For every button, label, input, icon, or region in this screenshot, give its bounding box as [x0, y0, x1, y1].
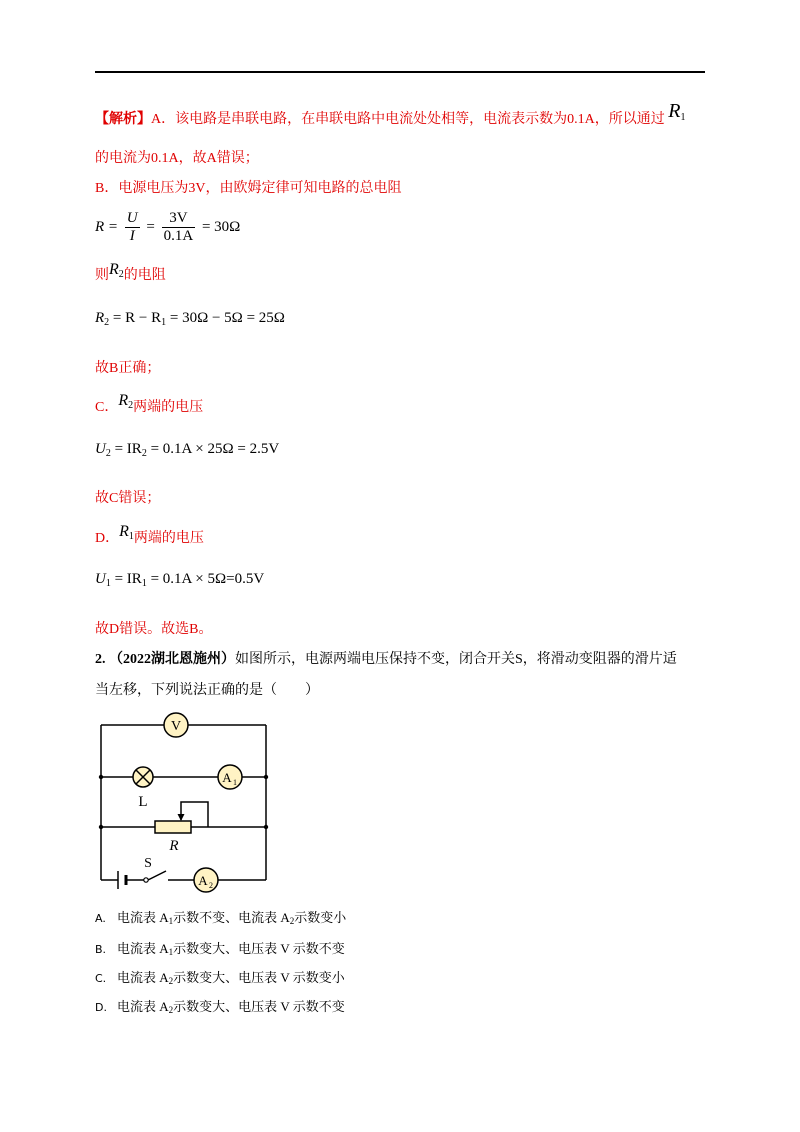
analysis-text-a: A．该电路是串联电路，在串联电路中电流处处相等，电流表示数为0.1A，所以通过	[151, 112, 665, 127]
battery-icon	[118, 871, 126, 889]
equation-u1: $U_1 = IR_1 = 0.1A \times 5\Omega=0.5V$	[95, 571, 265, 589]
circuit-diagram	[88, 710, 288, 900]
symbol-r2: $R_2$	[109, 261, 124, 280]
symbol-r2-c: $R_2$	[118, 392, 134, 411]
final-answer: 故D错误。故选B。	[95, 622, 213, 637]
rheostat-label: R	[169, 838, 179, 854]
option-b-analysis: B．电源电压为3V，由欧姆定律可知电路的总电阻	[95, 181, 402, 196]
svg-text:1: 1	[233, 778, 237, 787]
analysis-line-2: 的电流为0.1A，故A错误；	[95, 151, 259, 166]
svg-text:2: 2	[209, 881, 213, 890]
svg-text:A: A	[198, 873, 208, 888]
c-conclusion: 故C错误；	[95, 491, 161, 506]
lamp-icon	[133, 767, 153, 787]
option-a[interactable]: A. 电流表 $A_1$示数不变、电流表 $A_2$示数变小	[95, 910, 347, 926]
switch-label: S	[144, 856, 152, 871]
symbol-r1: $R_1$	[668, 100, 686, 123]
option-d[interactable]: D. 电流表 $A_2$示数变大、电压表 V 示数不变	[95, 999, 345, 1015]
equation-r2: $R_2 = R - R_1 = 30\Omega - 5\Omega = 25\Omega$	[95, 310, 285, 328]
question-2-line-1	[95, 650, 677, 670]
header-rule	[95, 71, 705, 73]
symbol-r1-d: $R_1$	[119, 523, 134, 542]
question-text-1: 如图所示，电源两端电压保持不变，闭合开关S，将滑动变阻器的滑片适	[235, 652, 677, 667]
option-b[interactable]: B. 电流表 $A_1$示数变大、电压表 V 示数不变	[95, 941, 345, 957]
equation-u2: $U_2 = IR_2 = 0.1A \times 25\Omega = 2.5V$	[95, 441, 280, 459]
ammeter-a2-icon	[194, 868, 218, 892]
then-line: 则$R_2$的电阻	[95, 261, 166, 283]
question-2-line-2: 当左移，下列说法正确的是（ ）	[95, 683, 319, 698]
option-c-analysis: C．$R_2$两端的电压	[95, 392, 204, 415]
analysis-line-1	[95, 100, 686, 134]
question-number: 2.	[95, 652, 106, 667]
option-d-analysis: D．$R_1$两端的电压	[95, 523, 204, 546]
ammeter-a1-icon	[218, 765, 242, 789]
option-c[interactable]: C. 电流表 $A_2$示数变大、电压表 V 示数变小	[95, 970, 345, 986]
rheostat-icon	[155, 814, 191, 833]
b-conclusion: 故B正确；	[95, 361, 161, 376]
voltmeter-icon	[164, 713, 188, 737]
analysis-tag: 【解析】	[95, 112, 151, 127]
svg-text:V: V	[170, 719, 182, 734]
svg-text:A: A	[222, 770, 232, 785]
switch-icon	[144, 878, 148, 882]
question-source: （2022湖北恩施州）	[109, 652, 235, 667]
equation-total-resistance: R = $\frac{U}{I}$ = $\frac{3V}{0.1A}$ = 30Ω	[95, 210, 241, 245]
lamp-label: L	[138, 794, 148, 810]
